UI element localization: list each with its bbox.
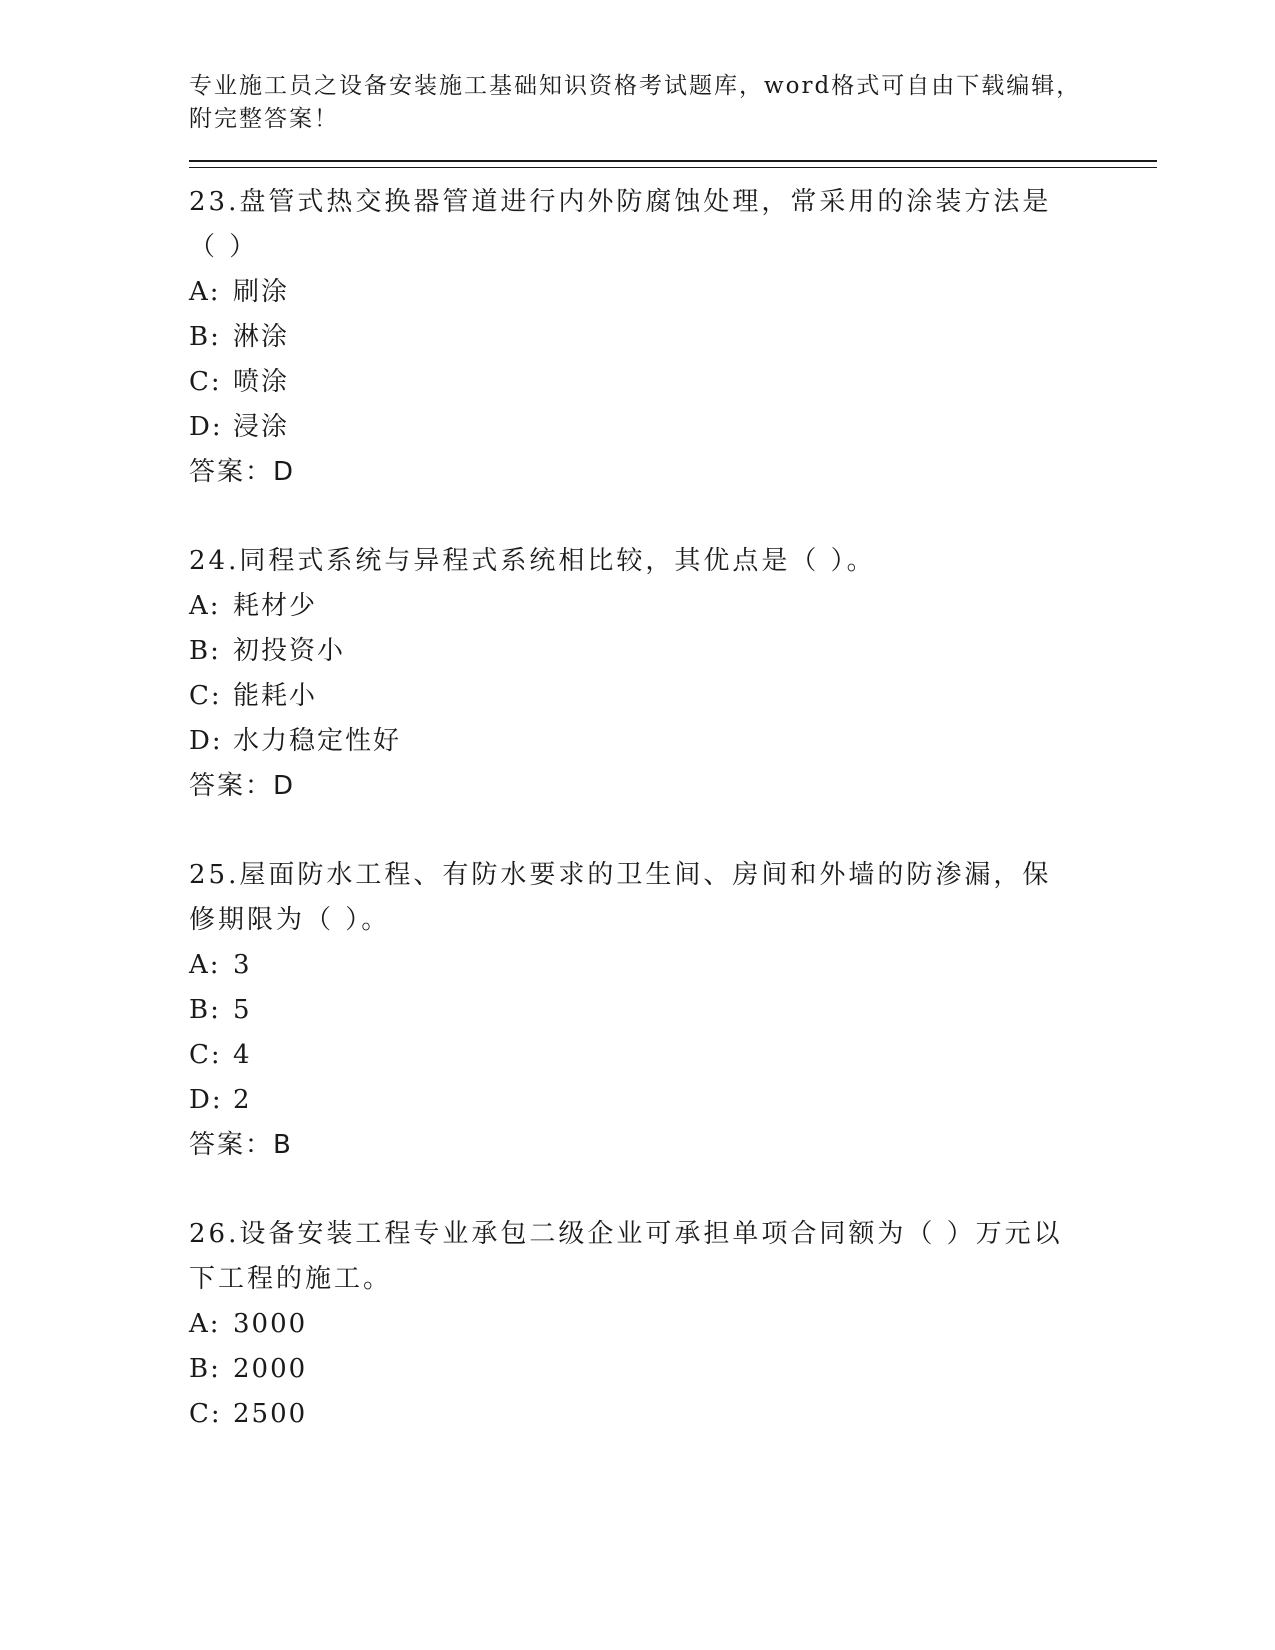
option-c [189, 1392, 1089, 1437]
option-b [189, 988, 1089, 1033]
option-text: 淋涂 [233, 322, 290, 352]
header-line-1: 专业施工员之设备安装施工基础知识资格考试题库，word格式可自由下载编辑， [189, 73, 1082, 99]
option-d [189, 719, 1089, 764]
option-text: 耗材少 [233, 591, 318, 621]
option-d [189, 405, 1089, 450]
option-label: D: [189, 726, 223, 756]
option-label: C: [189, 1399, 222, 1429]
option-text: 能耗小 [233, 681, 318, 711]
option-label: B: [189, 322, 221, 352]
option-text: 2 [233, 1085, 252, 1115]
option-text: 5 [233, 995, 252, 1025]
option-label: D: [189, 412, 223, 442]
option-b [189, 1347, 1089, 1392]
option-c [189, 1033, 1089, 1078]
answer-line: 答案：B [189, 1130, 293, 1160]
option-label: A: [189, 277, 221, 307]
option-text: 浸涂 [233, 412, 290, 442]
option-label: B: [189, 995, 221, 1025]
question-23 [189, 180, 1089, 495]
header-divider [189, 160, 1157, 168]
option-b [189, 629, 1089, 674]
option-c [189, 360, 1089, 405]
question-24 [189, 539, 1089, 809]
answer-line: 答案：D [189, 457, 296, 487]
option-label: A: [189, 591, 221, 621]
option-a [189, 1302, 1089, 1347]
option-d [189, 1078, 1089, 1123]
option-label: B: [189, 1354, 221, 1384]
option-a [189, 270, 1089, 315]
option-label: A: [189, 1309, 221, 1339]
option-label: C: [189, 367, 222, 397]
question-26 [189, 1212, 1089, 1437]
option-text: 4 [233, 1040, 252, 1070]
document-header [189, 70, 1089, 136]
answer-line: 答案：D [189, 771, 296, 801]
option-b [189, 315, 1089, 360]
question-text: 23.盘管式热交换器管道进行内外防腐蚀处理，常采用的涂装方法是（ ） [189, 187, 1052, 262]
option-text: 2000 [233, 1354, 308, 1384]
question-text: 26.设备安装工程专业承包二级企业可承担单项合同额为（ ）万元以下工程的施工。 [189, 1219, 1063, 1294]
option-text: 水力稳定性好 [233, 726, 402, 756]
option-label: C: [189, 1040, 222, 1070]
question-25 [189, 853, 1089, 1168]
header-line-2: 附完整答案！ [189, 106, 339, 132]
option-label: A: [189, 950, 221, 980]
option-text: 刷涂 [233, 277, 290, 307]
option-label: B: [189, 636, 221, 666]
option-text: 3000 [233, 1309, 308, 1339]
option-a [189, 584, 1089, 629]
option-c [189, 674, 1089, 719]
option-label: D: [189, 1085, 223, 1115]
option-text: 3 [233, 950, 252, 980]
option-a [189, 943, 1089, 988]
option-label: C: [189, 681, 222, 711]
document-page [189, 70, 1089, 1437]
option-text: 2500 [233, 1399, 308, 1429]
question-text: 24.同程式系统与异程式系统相比较，其优点是（ ）。 [189, 546, 876, 576]
option-text: 喷涂 [233, 367, 290, 397]
question-text: 25.屋面防水工程、有防水要求的卫生间、房间和外墙的防渗漏，保修期限为（ ）。 [189, 860, 1052, 935]
option-text: 初投资小 [233, 636, 346, 666]
